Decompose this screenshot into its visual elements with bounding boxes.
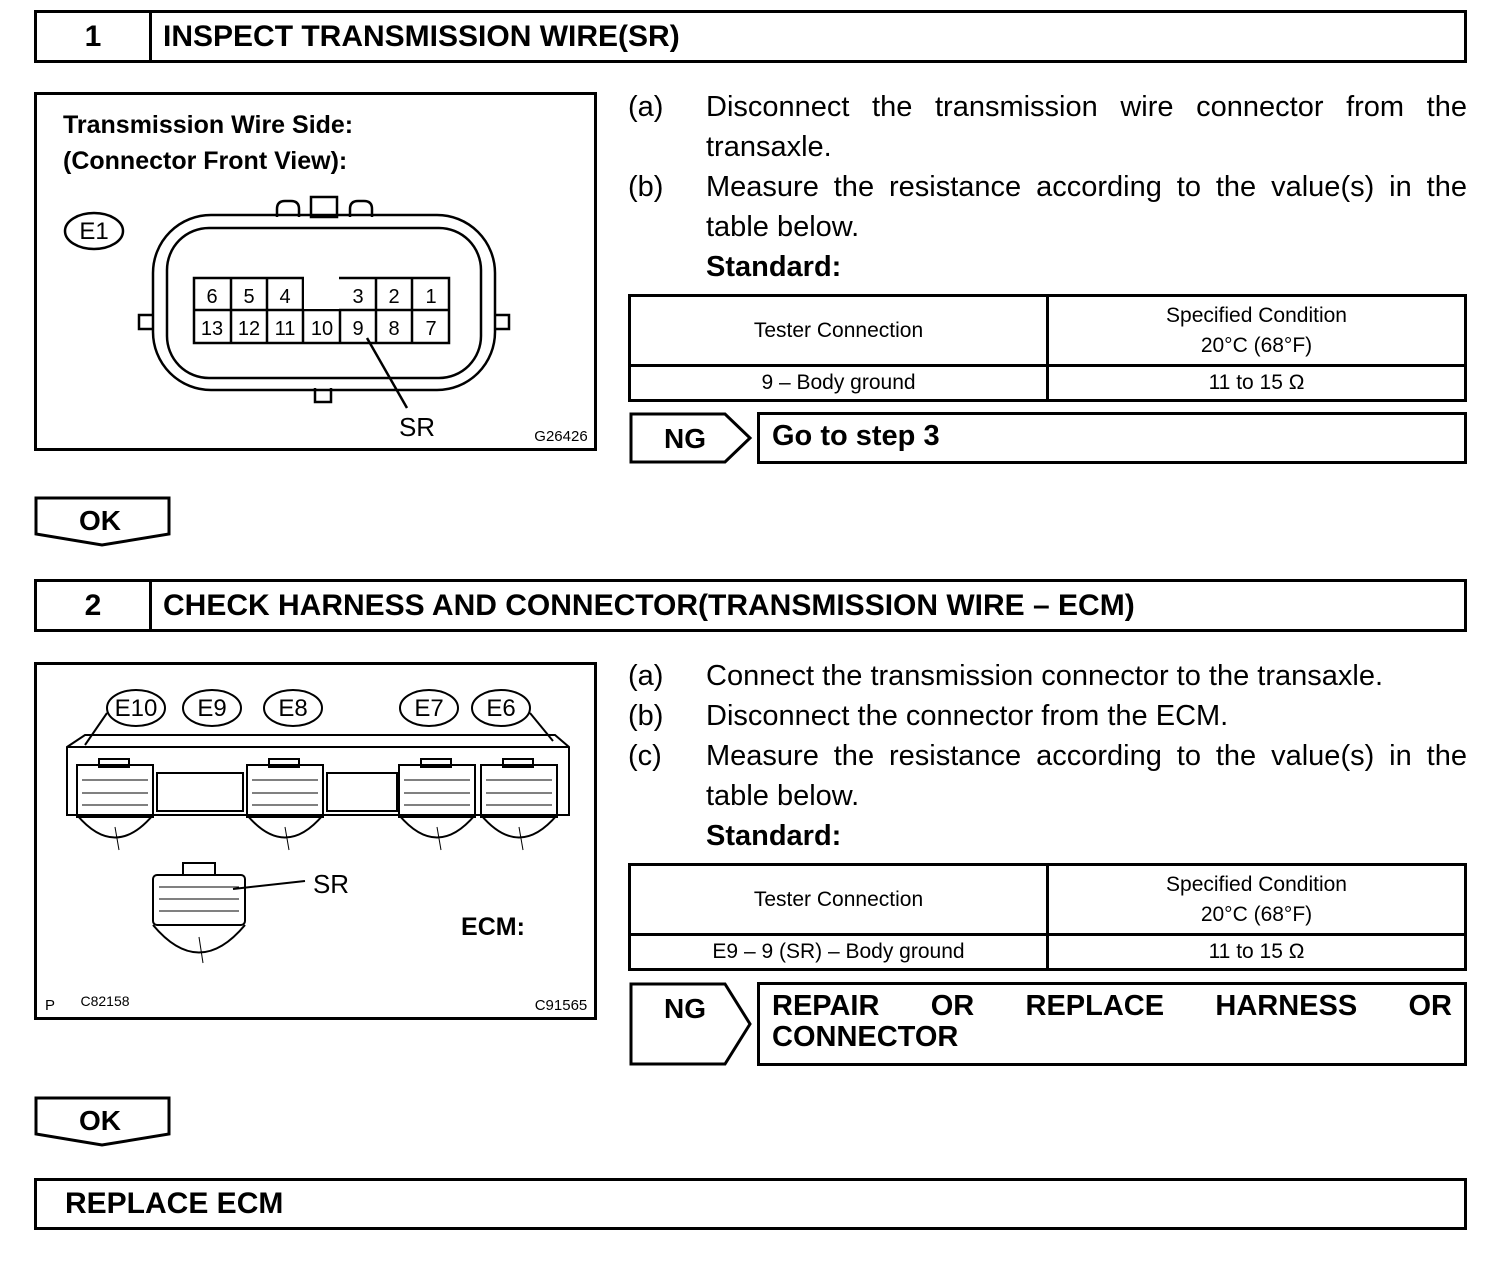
ng-action-text: Go to step 3 — [757, 412, 1467, 464]
step1-connector-figure — [34, 92, 597, 451]
pin-top-5: 3 — [352, 286, 364, 308]
sr-pointer-line — [367, 338, 407, 408]
instruction-label: (b) — [628, 171, 664, 203]
step1-header — [34, 10, 1467, 63]
sr-label: SR — [398, 412, 436, 442]
table-header-tester: Tester Connection — [630, 865, 1048, 935]
connector-e9-label: E9 — [197, 695, 227, 722]
final-action-box: REPLACE ECM — [34, 1178, 1467, 1230]
step1-ok-result — [34, 496, 172, 548]
pin-bottom-6: 8 — [388, 318, 400, 340]
sr-label: SR — [312, 869, 350, 899]
ng-action-text: REPAIR OR REPLACE HARNESS OR CONNECTOR — [757, 982, 1467, 1066]
pin-top-2: 5 — [243, 286, 255, 308]
pin-bottom-1: 13 — [200, 318, 224, 340]
ng-arrow-shape — [629, 412, 753, 464]
ng-label: NG — [664, 993, 706, 1024]
pin-bottom-4: 10 — [310, 318, 334, 340]
instruction-a — [628, 656, 1467, 696]
step1-title: INSPECT TRANSMISSION WIRE(SR) — [163, 19, 680, 53]
figure-caption-line1: Transmission Wire Side: — [63, 111, 354, 139]
instruction-label: (a) — [628, 660, 664, 692]
table-cell-value: 11 to 15 Ω — [1048, 366, 1466, 401]
ok-label: OK — [79, 1105, 121, 1136]
step1-ng-result — [629, 412, 1467, 464]
table-header-tester: Tester Connection — [630, 296, 1048, 366]
step2-title: CHECK HARNESS AND CONNECTOR(TRANSMISSION WIRE – ECM) — [163, 588, 1135, 622]
step1-spec-table — [628, 294, 1467, 402]
table-cell-connection: E9 – 9 (SR) – Body ground — [630, 935, 1048, 970]
pin-bottom-3: 11 — [274, 318, 296, 340]
condition-header-line1: Specified Condition — [1166, 872, 1347, 896]
pin-bottom-2: 12 — [237, 318, 261, 340]
instruction-a — [628, 87, 1467, 167]
step2-ng-result — [629, 982, 1467, 1066]
ecm-label: ECM: — [461, 913, 525, 941]
e1-connector-drawing — [37, 95, 594, 448]
connector-e7-label: E7 — [414, 695, 444, 722]
step2-number: 2 — [37, 582, 152, 629]
standard-label: Standard: — [706, 251, 842, 283]
condition-header-line2: 20°C (68°F) — [1200, 333, 1313, 357]
table-cell-connection: 9 – Body ground — [630, 366, 1048, 401]
pin-top-7: 1 — [425, 286, 437, 308]
ng-arrow-shape — [629, 982, 753, 1066]
step2-header — [34, 579, 1467, 632]
figure-code-left: C82158 — [80, 993, 130, 1009]
instruction-text: Measure the resistance according to the value(s) in the table below. — [706, 740, 1467, 812]
step2-ok-result — [34, 1096, 172, 1148]
ecm-connector-drawing — [37, 665, 594, 1017]
instruction-b — [628, 167, 1467, 247]
figure-caption-line2: (Connector Front View): — [63, 147, 348, 175]
condition-header-line2: 20°C (68°F) — [1200, 902, 1313, 926]
ng-label: NG — [664, 423, 706, 454]
table-header-condition — [1048, 865, 1466, 935]
ok-label: OK — [79, 505, 121, 536]
table-cell-value: 11 to 15 Ω — [1048, 935, 1466, 970]
standard-label: Standard: — [706, 820, 842, 852]
instruction-text: Disconnect the connector from the ECM. — [706, 700, 1229, 732]
pin-top-6: 2 — [388, 286, 400, 308]
ok-arrow-shape — [34, 1096, 172, 1148]
instruction-text: Connect the transmission connector to the transaxle. — [706, 660, 1384, 692]
instruction-label: (b) — [628, 700, 664, 732]
step2-instructions — [628, 656, 1467, 856]
step1-number: 1 — [37, 13, 152, 60]
step2-spec-table — [628, 863, 1467, 971]
pin-top-3: 4 — [279, 286, 291, 308]
pin-bottom-5: 9 — [352, 318, 364, 340]
figure-code: G26426 — [534, 428, 588, 445]
instruction-label: (c) — [628, 740, 662, 772]
instruction-text: Measure the resistance according to the value(s) in the table below. — [706, 171, 1467, 243]
corner-mark: P — [44, 997, 56, 1014]
connector-id-label: E1 — [79, 218, 109, 245]
instruction-text: Disconnect the transmission wire connector from the transaxle. — [706, 91, 1467, 163]
instruction-label: (a) — [628, 91, 664, 123]
instruction-b — [628, 696, 1467, 736]
instruction-c — [628, 736, 1467, 816]
pin-top-1: 6 — [206, 286, 218, 308]
connector-e8-label: E8 — [278, 695, 308, 722]
pin-bottom-7: 7 — [425, 318, 437, 340]
ok-arrow-shape — [34, 496, 172, 548]
figure-code-right: C91565 — [534, 997, 588, 1014]
connector-e10-label: E10 — [114, 695, 158, 722]
condition-header-line1: Specified Condition — [1166, 303, 1347, 327]
connector-e6-label: E6 — [486, 695, 516, 722]
step2-ecm-figure — [34, 662, 597, 1020]
step1-instructions — [628, 87, 1467, 287]
table-header-condition — [1048, 296, 1466, 366]
